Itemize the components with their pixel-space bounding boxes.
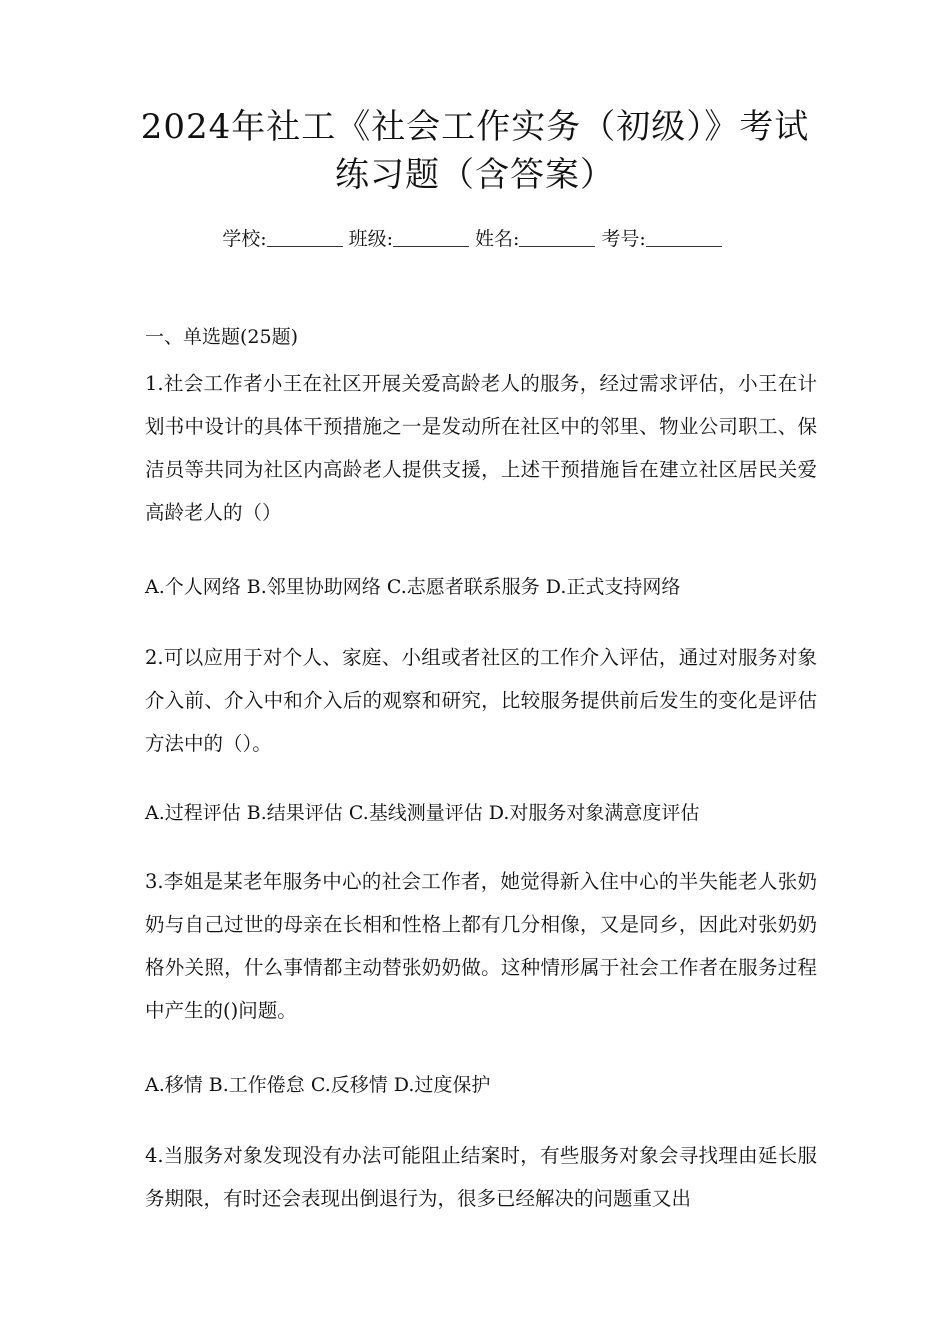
question-3-options: A.移情 B.工作倦怠 C.反移情 D.过度保护 [145,1074,491,1096]
number-label: 考号: [601,228,646,250]
name-label: 姓名: [475,228,520,250]
name-blank [519,245,595,247]
question-3-stem: 3.李姐是某老年服务中心的社会工作者，她觉得新入住中心的半失能老人张奶奶与自己过世的母亲在长相和性格上都有几分相像，又是同乡，因此对张奶奶格外关照，什么事情都主动替张奶奶做。这种情形属于社会工作者在服务过程中产生的()问题。 [145,870,817,1022]
question-2-options: A.过程评估 B.结果评估 C.基线测量评估 D.对服务对象满意度评估 [145,802,700,824]
question-1-stem: 1.社会工作者小王在社区开展关爱高龄老人的服务，经过需求评估，小王在计划书中设计的具体干预措施之一是发动所在社区中的邻里、物业公司职工、保洁员等共同为社区内高龄老人提供支援，上述干预措施旨在建立社区居民关爱高龄老人的（） [145,372,817,524]
student-info-row [0,224,950,251]
school-blank [267,245,343,247]
section-heading: 一、单选题(25题) [145,326,299,348]
question-4-stem: 4.当服务对象发现没有办法可能阻止结案时，有些服务对象会寻找理由延长服务期限，有时还会表现出倒退行为，很多已经解决的问题重又出 [145,1144,817,1210]
number-blank [646,245,722,247]
question-2-stem: 2.可以应用于对个人、家庭、小组或者社区的工作介入评估，通过对服务对象介入前、介入中和介入后的观察和研究，比较服务提供前后发生的变化是评估方法中的（）。 [145,646,817,755]
class-blank [393,245,469,247]
class-label: 班级: [348,228,393,250]
title-line-2: 练习题（含答案） [335,155,615,195]
school-label: 学校: [222,228,267,250]
question-1-options: A.个人网络 B.邻里协助网络 C.志愿者联系服务 D.正式支持网络 [145,576,681,598]
title-line-1: 2024年社工《社会工作实务（初级）》考试 [140,107,810,147]
